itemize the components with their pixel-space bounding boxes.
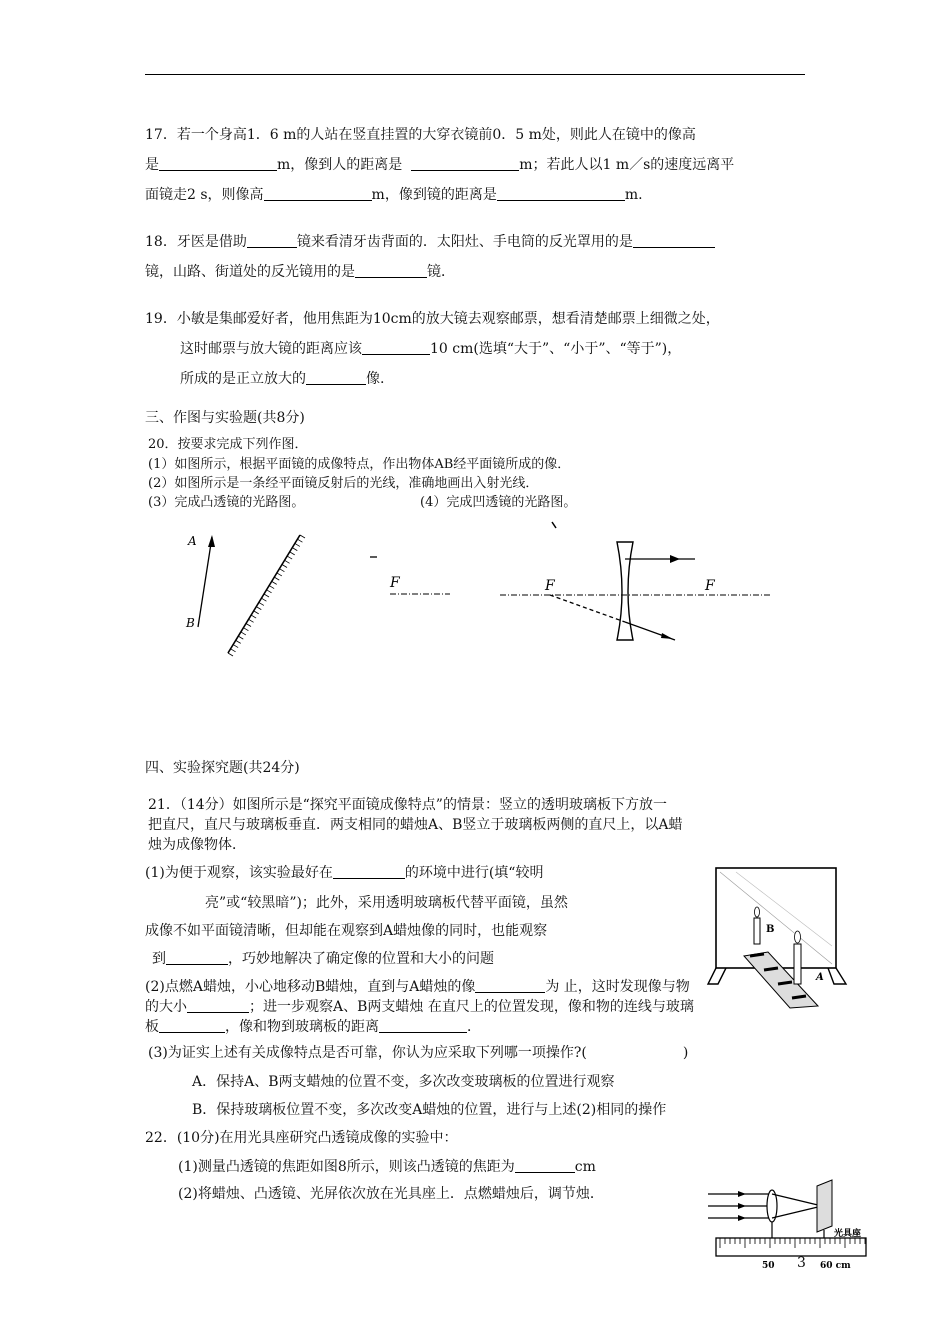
hatch-mark [287,556,292,559]
hatch-mark [272,581,277,584]
arrow-head-icon [670,555,680,563]
arrow-head-icon [738,1215,746,1221]
q21-line2: 把直尺，直尺与玻璃板垂直．两支相同的蜡烛A、B竖立于玻璃板两侧的直尺上，以A蜡 [148,817,683,833]
answer-blank[interactable] [475,978,545,993]
hatch-mark [259,602,264,605]
hatch-mark [238,636,243,639]
arrow-head-icon [661,633,673,639]
stand-left [708,968,726,984]
hatch-mark [241,632,246,635]
arrow-head-icon [738,1191,746,1197]
arrow-head-icon [208,535,215,547]
hatch-mark [282,565,287,568]
answer-blank[interactable] [362,340,430,355]
q21-p2-line2: 的大小 ；进一步观察A、B两支蜡烛 在直尺上的位置发现，像和物的连线与玻璃 [145,999,694,1015]
hatch-mark [292,548,297,551]
q18-line1: 18．牙医是借助 镜来看清牙齿背面的．太阳灶、手电筒的反光罩用的是 [145,231,715,251]
answer-blank[interactable] [247,233,297,248]
hatch-mark [249,619,254,622]
q19-line2: 这时邮票与放大镜的距离应该 10 cm(选填“大于”、“小于”、“等于”)， [180,341,682,357]
arrow-head-icon [738,1203,746,1209]
section-4-title: 四、实验探究题(共24分) [145,760,300,776]
answer-blank[interactable] [633,233,715,248]
label-a: A [816,972,824,983]
page-number: 3 [797,1255,806,1271]
hatch-mark [300,535,305,538]
q21-p1-line3: 成像不如平面镜清晰，但却能在观察到A蜡烛像的同时，也能观察 [145,923,548,939]
hatch-mark [246,624,251,627]
stand-right [828,968,846,984]
hatch-mark [269,586,274,589]
hatch-mark [267,590,272,593]
bench-label: 光具座 [834,1229,862,1239]
hatch-mark [233,645,238,648]
dashed-ray [550,595,625,622]
q20-item4: (4）完成凹透镜的光路图。 [420,495,577,510]
hatch-mark [274,577,279,580]
ruler-bench [716,1238,866,1256]
answer-blank[interactable] [411,156,519,171]
answer-blank[interactable] [159,1018,225,1033]
q21-p2-line3: 板 ，像和物到玻璃板的距离 ． [145,1019,481,1035]
q20-item3: (3）完成凸透镜的光路图。 [148,495,305,510]
q20-title: 20．按要求完成下列作图． [148,437,308,452]
object-ab-arrow [198,537,212,627]
tick-60: 60 cm [820,1261,851,1271]
flame-icon [755,907,760,917]
q21-line1: 21．（14分）如图所示是“探究平面镜成像特点”的情景：竖立的透明玻璃板下方放一 [148,797,667,813]
header-rule [145,74,805,75]
hatch-mark [261,598,266,601]
label-f-left: F [545,578,555,594]
q17-line3: 面镜走2 s，则像高 m，像到镜的距离是 m. [145,187,643,203]
q21-p2-line1: (2)点燃A蜡烛，小心地移动B蜡烛，直到与A蜡烛的像 为 止，这时发现像与物 [145,979,690,995]
hatch-mark [295,543,300,546]
label-a: A [188,534,197,548]
q22-line1: 22．(10分)在用光具座研究凸透镜成像的实验中： [145,1130,458,1146]
mirror-hatching [228,535,305,656]
hatch-mark [256,607,261,610]
tick-50: 50 [762,1261,775,1271]
label-f: F [390,575,400,591]
glass-plate-figure [706,866,856,1012]
q19-line1: 19．小敏是集邮爱好者，他用焦距为10cm的放大镜去观察邮票，想看清楚邮票上细微之处， [145,311,720,327]
convex-lens-figure [360,545,460,615]
q21-line3: 烛为成像物体． [148,837,246,853]
q22-p1: (1)测量凸透镜的焦距如图8所示，则该凸透镜的焦距为 cm [178,1159,596,1175]
answer-blank[interactable] [159,156,277,171]
hatch-mark [279,569,284,572]
q18-line2: 镜，山路、街道处的反光镜用的是 镜． [145,264,455,280]
hatch-mark [251,615,256,618]
label-f-right: F [705,578,715,594]
q21-option-a: A．保持A、B两支蜡烛的位置不变，多次改变玻璃板的位置进行观察 [192,1074,615,1090]
q21-p1-line4: 到 ，巧妙地解决了确定像的位置和大小的问题 [152,951,494,967]
answer-blank[interactable] [379,1018,467,1033]
q22-p2: (2)将蜡烛、凸透镜、光屏依次放在光具座上．点燃蜡烛后，调节烛． [178,1186,604,1202]
section-3-title: 三、作图与实验题(共8分) [145,410,305,426]
candle-a [794,944,801,984]
hatch-mark [243,628,248,631]
hatch-mark [277,573,282,576]
answer-blank[interactable] [306,370,366,385]
q21-p3: (3)为证实上述有关成像特点是否可靠，你认为应采取下列哪一项操作?( ) [148,1045,689,1061]
q20-item2: (2）如图所示是一条经平面镜反射后的光线，准确地画出入射光线． [148,476,539,491]
q17-line1: 17．若一个身高1．6 m的人站在竖直挂置的大穿衣镜前0．5 m处，则此人在镜中的像高 [145,127,696,143]
ruler [744,952,818,1008]
q20-item1: (1）如图所示，根据平面镜的成像特点，作出物体AB经平面镜所成的像． [148,457,571,472]
optical-bench-figure [702,1176,882,1280]
hatch-mark [290,552,295,555]
plane-mirror-figure [180,525,320,685]
hatch-mark [264,594,269,597]
answer-blank[interactable] [264,186,372,201]
q19-line3: 所成的是正立放大的 像. [180,371,385,387]
label-b: B [186,616,195,630]
answer-blank[interactable] [187,998,249,1013]
label-b: B [766,924,775,935]
flame-icon [795,931,801,943]
answer-blank[interactable] [497,186,625,201]
q21-p1-line2: 亮”或“较黑暗”)；此外，采用透明玻璃板代替平面镜，虽然 [205,895,568,911]
answer-blank[interactable] [166,950,228,965]
q21-option-b: B．保持玻璃板位置不变，多次改变A蜡烛的位置，进行与上述(2)相同的操作 [192,1102,667,1118]
hatch-mark [285,560,290,563]
hatch-mark [236,640,241,643]
q21-p1-line1: (1)为便于观察，该实验最好在 的环境中进行(填“较明 [145,865,544,881]
hatch-mark [228,653,233,656]
light-screen [817,1180,832,1232]
candle-b [754,918,760,944]
concave-lens-figure [490,520,780,650]
hatch-mark [231,649,236,652]
concave-lens [617,542,633,640]
answer-blank[interactable] [333,864,405,879]
q17-line2: 是 m，像到人的距离是 m；若此人以1 m／s的速度远离平 [145,157,735,173]
hatch-mark [254,611,259,614]
answer-blank[interactable] [515,1158,575,1173]
hatch-mark [297,539,302,542]
answer-blank[interactable] [355,263,427,278]
